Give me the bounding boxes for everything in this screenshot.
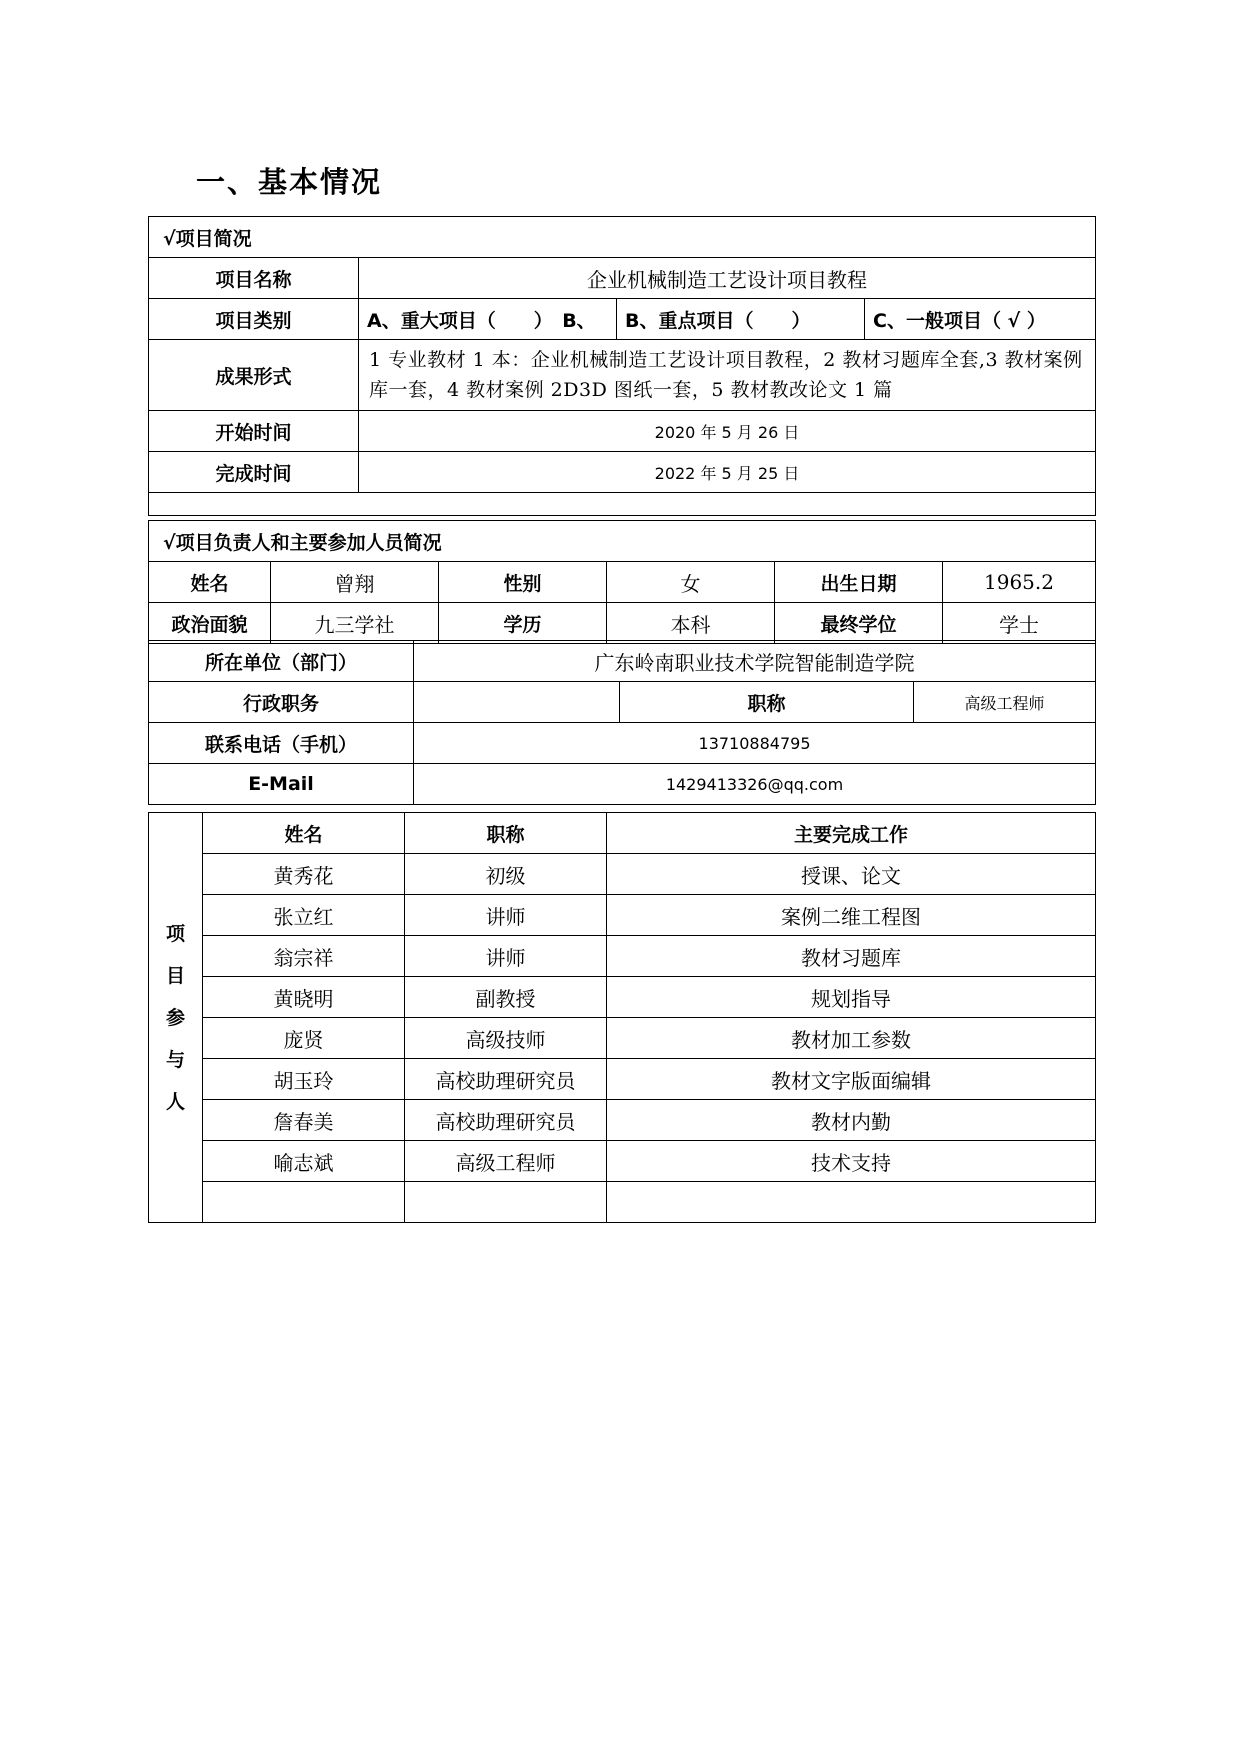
phone-label: 联系电话（手机）: [149, 723, 414, 764]
email-label: E-Mail: [149, 764, 414, 805]
project-overview-table: [148, 216, 1096, 516]
admin-position-value: [414, 682, 620, 723]
project-name-label: 项目名称: [149, 258, 359, 299]
side-label-char: 人: [165, 1090, 185, 1113]
participant-name: 黄秀花: [203, 854, 405, 895]
outcome-value: 1 专业教材 1 本：企业机械制造工艺设计项目教程，2 教材习题库全套,3 教材案例库一套，4 教材案例 2D3D 图纸一套，5 教材教改论文 1 篇: [359, 340, 1096, 411]
participant-name: 胡玉玲: [203, 1059, 405, 1100]
gender-value: 女: [607, 562, 775, 603]
table-row: [149, 1018, 1096, 1059]
unit-label: 所在单位（部门）: [149, 641, 414, 682]
start-time-label: 开始时间: [149, 411, 359, 452]
participant-name: 黄晓明: [203, 977, 405, 1018]
unit-value: 广东岭南职业技术学院智能制造学院: [414, 641, 1096, 682]
participants-side-label: [149, 813, 203, 1223]
column-header-work: 主要完成工作: [607, 813, 1096, 854]
table-row: [149, 936, 1096, 977]
side-label-char: 与: [165, 1048, 185, 1071]
political-label: 政治面貌: [149, 603, 271, 644]
side-label-char: 参: [165, 1006, 185, 1029]
participants-table: [148, 812, 1096, 1223]
page-title: 一、基本情况: [196, 165, 383, 199]
leader-basic-table: [148, 520, 1096, 644]
project-name-value: 企业机械制造工艺设计项目教程: [359, 258, 1096, 299]
end-time-label: 完成时间: [149, 452, 359, 493]
degree-value: 学士: [943, 603, 1096, 644]
table-row: [149, 1059, 1096, 1100]
spacer-row: [149, 493, 1096, 516]
participant-work: 教材加工参数: [607, 1018, 1096, 1059]
participant-title: 副教授: [405, 977, 607, 1018]
category-option-major: A、重大项目（ ） B、: [359, 299, 617, 340]
education-value: 本科: [607, 603, 775, 644]
participant-work: 规划指导: [607, 977, 1096, 1018]
outcome-label: 成果形式: [149, 340, 359, 411]
participant-work: 教材习题库: [607, 936, 1096, 977]
degree-label: 最终学位: [775, 603, 943, 644]
participant-work: 教材内勤: [607, 1100, 1096, 1141]
side-label-char: 目: [165, 964, 185, 987]
participant-title: 初级: [405, 854, 607, 895]
participant-name: 詹春美: [203, 1100, 405, 1141]
participant-work: 技术支持: [607, 1141, 1096, 1182]
section-title-leader: √项目负责人和主要参加人员简况: [149, 521, 1096, 562]
birth-date-value: 1965.2: [943, 562, 1096, 603]
start-time-value: 2020 年 5 月 26 日: [359, 411, 1096, 452]
end-time-value: 2022 年 5 月 25 日: [359, 452, 1096, 493]
education-label: 学历: [439, 603, 607, 644]
email-value: 1429413326@qq.com: [414, 764, 1096, 805]
gender-label: 性别: [439, 562, 607, 603]
table-row: [149, 1100, 1096, 1141]
column-header-title: 职称: [405, 813, 607, 854]
participant-title: 讲师: [405, 895, 607, 936]
professional-title-label: 职称: [620, 682, 914, 723]
participant-name: 张立红: [203, 895, 405, 936]
table-row: [149, 1141, 1096, 1182]
table-row: [149, 895, 1096, 936]
participant-work: 授课、论文: [607, 854, 1096, 895]
category-option-key: B、重点项目（ ）: [617, 299, 865, 340]
participant-name: 翁宗祥: [203, 936, 405, 977]
column-header-name: 姓名: [203, 813, 405, 854]
section-title-project: √项目简况: [149, 217, 1096, 258]
participant-work: 教材文字版面编辑: [607, 1059, 1096, 1100]
leader-contact-table: [148, 640, 1096, 805]
participant-title: 高级技师: [405, 1018, 607, 1059]
category-option-general: C、一般项目（ √ ）: [865, 299, 1096, 340]
participant-title: 高校助理研究员: [405, 1059, 607, 1100]
participant-name: 喻志斌: [203, 1141, 405, 1182]
participant-title: 高校助理研究员: [405, 1100, 607, 1141]
political-value: 九三学社: [271, 603, 439, 644]
participant-title: 讲师: [405, 936, 607, 977]
professional-title-value: 高级工程师: [914, 682, 1096, 723]
participant-work: [607, 1182, 1096, 1223]
participant-title: [405, 1182, 607, 1223]
phone-value: 13710884795: [414, 723, 1096, 764]
side-label-char: 项: [165, 922, 185, 945]
table-row: [149, 854, 1096, 895]
participant-name: 庞贤: [203, 1018, 405, 1059]
leader-name-label: 姓名: [149, 562, 271, 603]
birth-date-label: 出生日期: [775, 562, 943, 603]
participant-work: 案例二维工程图: [607, 895, 1096, 936]
admin-position-label: 行政职务: [149, 682, 414, 723]
table-row: [149, 1182, 1096, 1223]
table-row: [149, 977, 1096, 1018]
project-category-label: 项目类别: [149, 299, 359, 340]
leader-name-value: 曾翔: [271, 562, 439, 603]
participant-title: 高级工程师: [405, 1141, 607, 1182]
participant-name: [203, 1182, 405, 1223]
